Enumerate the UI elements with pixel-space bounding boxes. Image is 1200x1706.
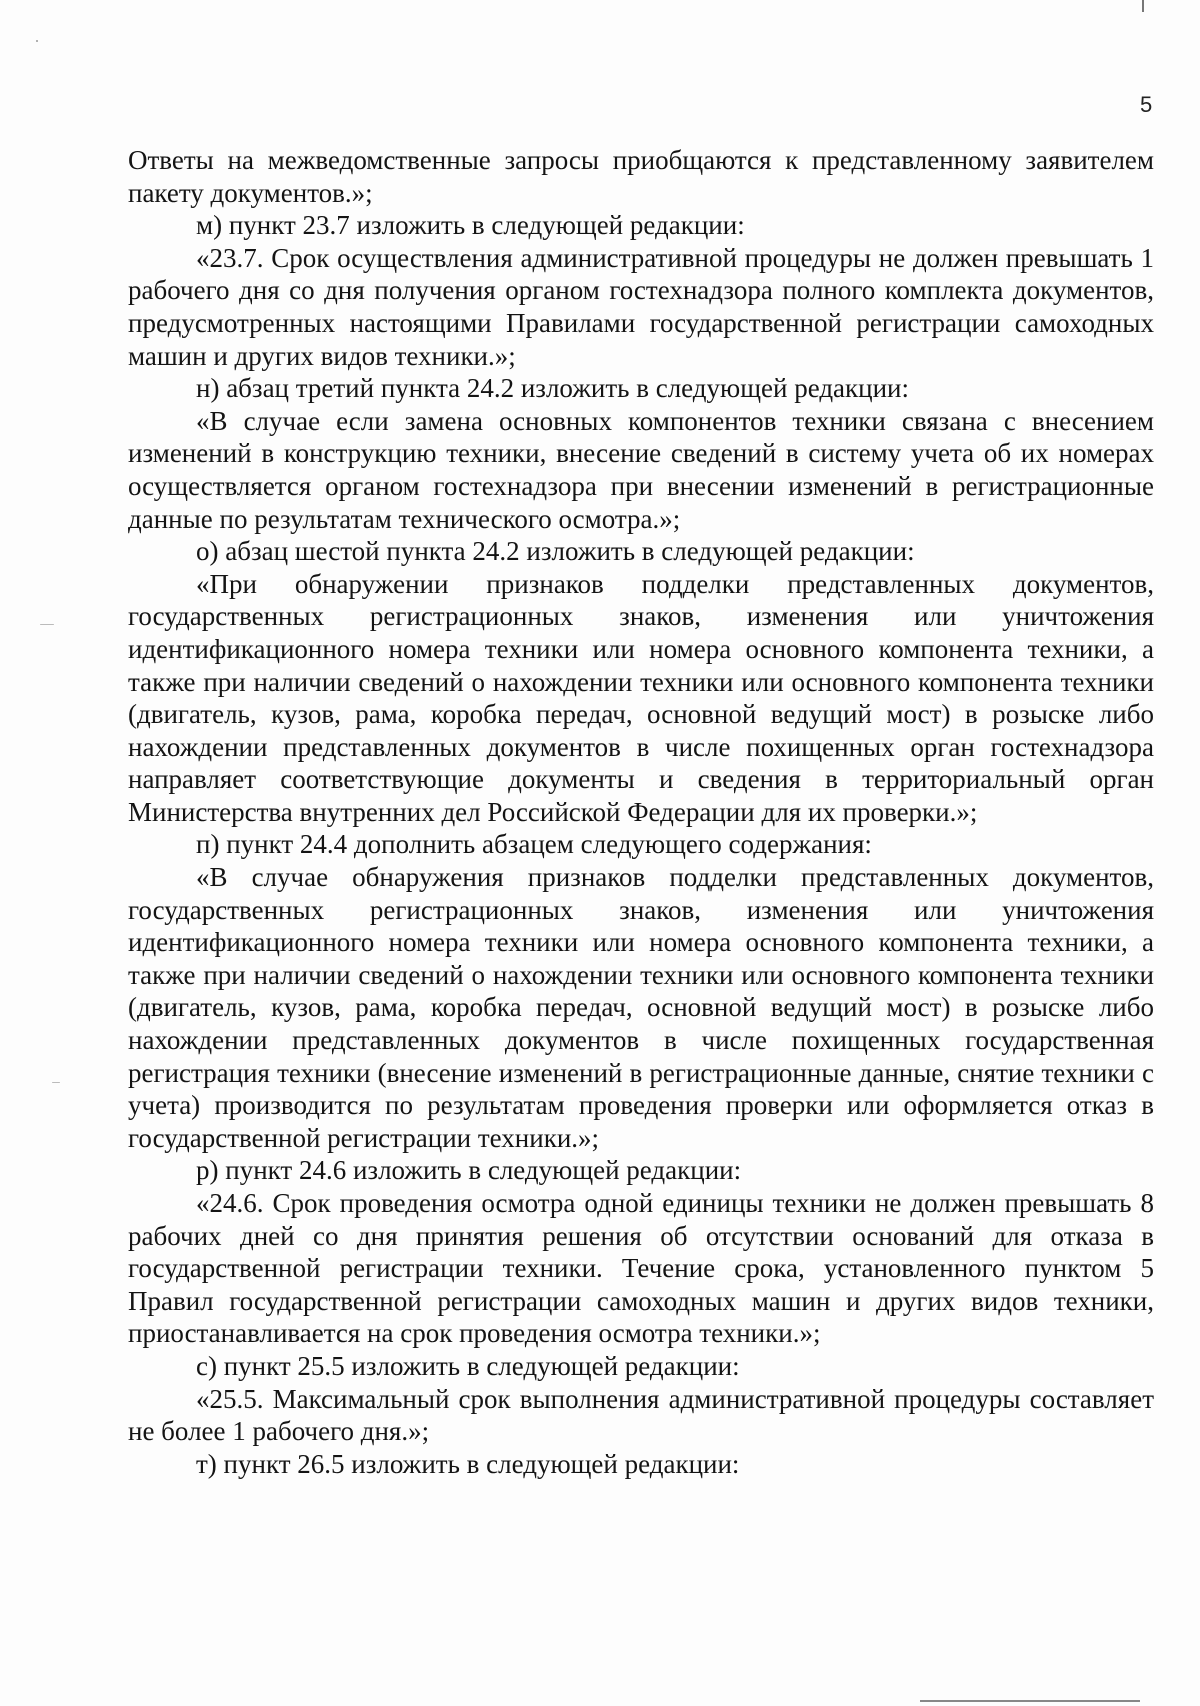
paragraph: «При обнаружении признаков подделки представленных документов, государственных регистрационных знаков, изменения или уничтожения идентификационного номера техники или номера основного компонента техники, а также при наличии сведений о нахождении техники или основного компонента техники (двигатель, кузов, рама, коробка передач, основной ведущий мост) в розыске либо нахождении представленных документов в числе похищенных орган гостехнадзора направляет соответствующие документы и сведения в территориальный орган Министерства внутренних дел Российской Федерации для их проверки.»;: [128, 568, 1154, 827]
paragraph: т) пункт 26.5 изложить в следующей редакции:: [196, 1448, 740, 1479]
scan-speck: [52, 1082, 60, 1083]
scan-edge-mark: [1142, 0, 1144, 12]
paragraph: «25.5. Максимальный срок выполнения административной процедуры составляет не более 1 рабочего дня.»;: [128, 1383, 1154, 1447]
scan-speck: [40, 624, 54, 625]
paragraph: о) абзац шестой пункта 24.2 изложить в следующей редакции:: [196, 536, 915, 567]
paragraph: «24.6. Срок проведения осмотра одной единицы техники не должен превышать 8 рабочих дней со дня принятия решения об отсутствии оснований для отказа в государственной регистрации техники. Течение срока, установленного пунктом 5 Правил государственной регистрации самоходных машин и других видов техники, приостанавливается на срок проведения осмотра техники.»;: [128, 1188, 1154, 1349]
paragraph: с) пункт 25.5 изложить в следующей редакции:: [196, 1350, 740, 1381]
paragraph: «В случае обнаружения признаков подделки представленных документов, государственных регистрационных знаков, изменения или уничтожения идентификационного номера техники или номера основного компонента техники, а также при наличии сведений о нахождении техники или основного компонента техники (двигатель, кузов, рама, коробка передач, основной ведущий мост) в розыске либо нахождении представленных документов в числе похищенных государственная регистрация техники (внесение изменений в регистрационные данные, снятие техники с учета) производится по результатам проведения проверки или оформляется отказ в государственной регистрации техники.»;: [128, 862, 1154, 1153]
document-body: [128, 144, 1154, 1480]
scan-speck: [36, 40, 38, 42]
paragraph: «23.7. Срок осуществления административной процедуры не должен превышать 1 рабочего дня со дня получения органом гостехнадзора полного комплекта документов, предусмотренных настоящими Правилами государственной регистрации самоходных машин и других видов техники.»;: [128, 242, 1154, 371]
paragraph: р) пункт 24.6 изложить в следующей редакции:: [196, 1155, 742, 1186]
paragraph: Ответы на межведомственные запросы приобщаются к представленному заявителем пакету документов.»;: [128, 145, 1154, 208]
paragraph: м) пункт 23.7 изложить в следующей редакции:: [196, 210, 745, 241]
scan-edge-mark: [920, 1700, 1140, 1702]
page-number: 5: [1140, 92, 1153, 117]
paragraph: «В случае если замена основных компонентов техники связана с внесением изменений в конструкцию техники, внесение сведений в систему учета об их номерах осуществляется органом гостехнадзора при внесении изменений в регистрационные данные по результатам технического осмотра.»;: [128, 405, 1154, 534]
paragraph: н) абзац третий пункта 24.2 изложить в следующей редакции:: [196, 373, 910, 404]
paragraph: п) пункт 24.4 дополнить абзацем следующего содержания:: [196, 829, 872, 860]
